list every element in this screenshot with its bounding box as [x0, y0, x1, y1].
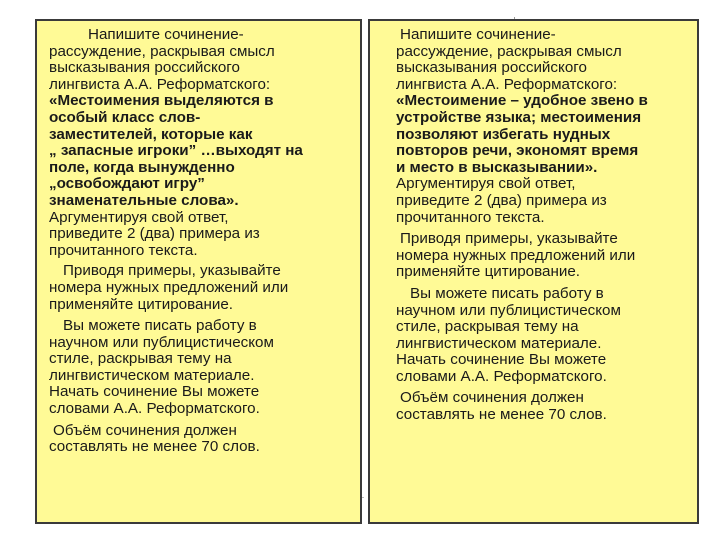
start-line: словами А.А. Реформатского.	[396, 367, 607, 385]
quote-line: позволяют избегать нудных	[396, 125, 611, 143]
examples-line: Приводя примеры, указывайте	[63, 262, 281, 280]
volume-line: составлять не менее 70 слов.	[396, 406, 607, 424]
argument-line: прочитанного текста.	[396, 208, 545, 226]
quote-line: заместителей, которые как	[49, 125, 253, 143]
start-line: Начать сочинение Вы можете	[49, 383, 260, 401]
quote-line: „ запасные игроки” …выходят на	[49, 142, 303, 160]
style-line: лингвистическом материале.	[49, 366, 255, 384]
style-line: Вы можете писать работу в	[410, 284, 604, 302]
essay-task-card-right	[368, 19, 699, 524]
essay-task-card-left	[35, 19, 362, 524]
volume-line: Объём сочинения должен	[53, 421, 237, 439]
start-line: словами А.А. Реформатского.	[49, 400, 260, 418]
quote-line: «Местоимение – удобное звено в	[396, 92, 648, 110]
intro-line: высказывания российского	[396, 59, 587, 77]
quote-line: «Местоимения выделяются в	[49, 92, 274, 110]
argument-line: прочитанного текста.	[49, 241, 198, 259]
argument-line: Аргументируя свой ответ,	[396, 175, 576, 193]
intro-line: лингвиста А.А. Реформатского:	[396, 75, 618, 93]
style-line: Вы можете писать работу в	[63, 317, 257, 335]
examples-line: применяйте цитирование.	[49, 295, 233, 313]
quote-line: поле, когда вынужденно	[49, 158, 235, 176]
intro-line: рассуждение, раскрывая смысл	[396, 42, 622, 60]
quote-line: повторов речи, экономят время	[396, 142, 639, 160]
style-line: научном или публицистическом	[49, 333, 274, 351]
style-line: научном или публицистическом	[396, 301, 621, 319]
volume-line: Объём сочинения должен	[400, 389, 584, 407]
intro-line: Напишите сочинение-	[400, 26, 556, 43]
style-line: лингвистическом материале.	[396, 334, 602, 352]
start-line: Начать сочинение Вы можете	[396, 351, 607, 369]
intro-line: высказывания российского	[49, 59, 240, 77]
quote-line: „освобождают игру”	[49, 175, 205, 193]
intro-line: рассуждение, раскрывая смысл	[49, 42, 275, 60]
quote-line: особый класс слов-	[49, 108, 201, 126]
quote-line: знаменательные слова».	[49, 191, 239, 209]
style-line: стиле, раскрывая тему на	[396, 318, 579, 336]
argument-line: приведите 2 (два) примера из	[49, 225, 260, 243]
examples-line: применяйте цитирование.	[396, 263, 580, 281]
quote-line: и место в высказывании».	[396, 158, 598, 176]
examples-line: номера нужных предложений или	[396, 246, 636, 264]
style-line: стиле, раскрывая тему на	[49, 350, 232, 368]
examples-line: Приводя примеры, указывайте	[400, 230, 618, 248]
volume-line: составлять не менее 70 слов.	[49, 438, 260, 456]
intro-line: лингвиста А.А. Реформатского:	[49, 75, 271, 93]
intro-line: Напишите сочинение-	[88, 26, 244, 43]
examples-line: номера нужных предложений или	[49, 278, 289, 296]
quote-line: устройстве языка; местоимения	[396, 108, 642, 126]
argument-line: приведите 2 (два) примера из	[396, 191, 607, 209]
argument-line: Аргументируя свой ответ,	[49, 208, 229, 226]
